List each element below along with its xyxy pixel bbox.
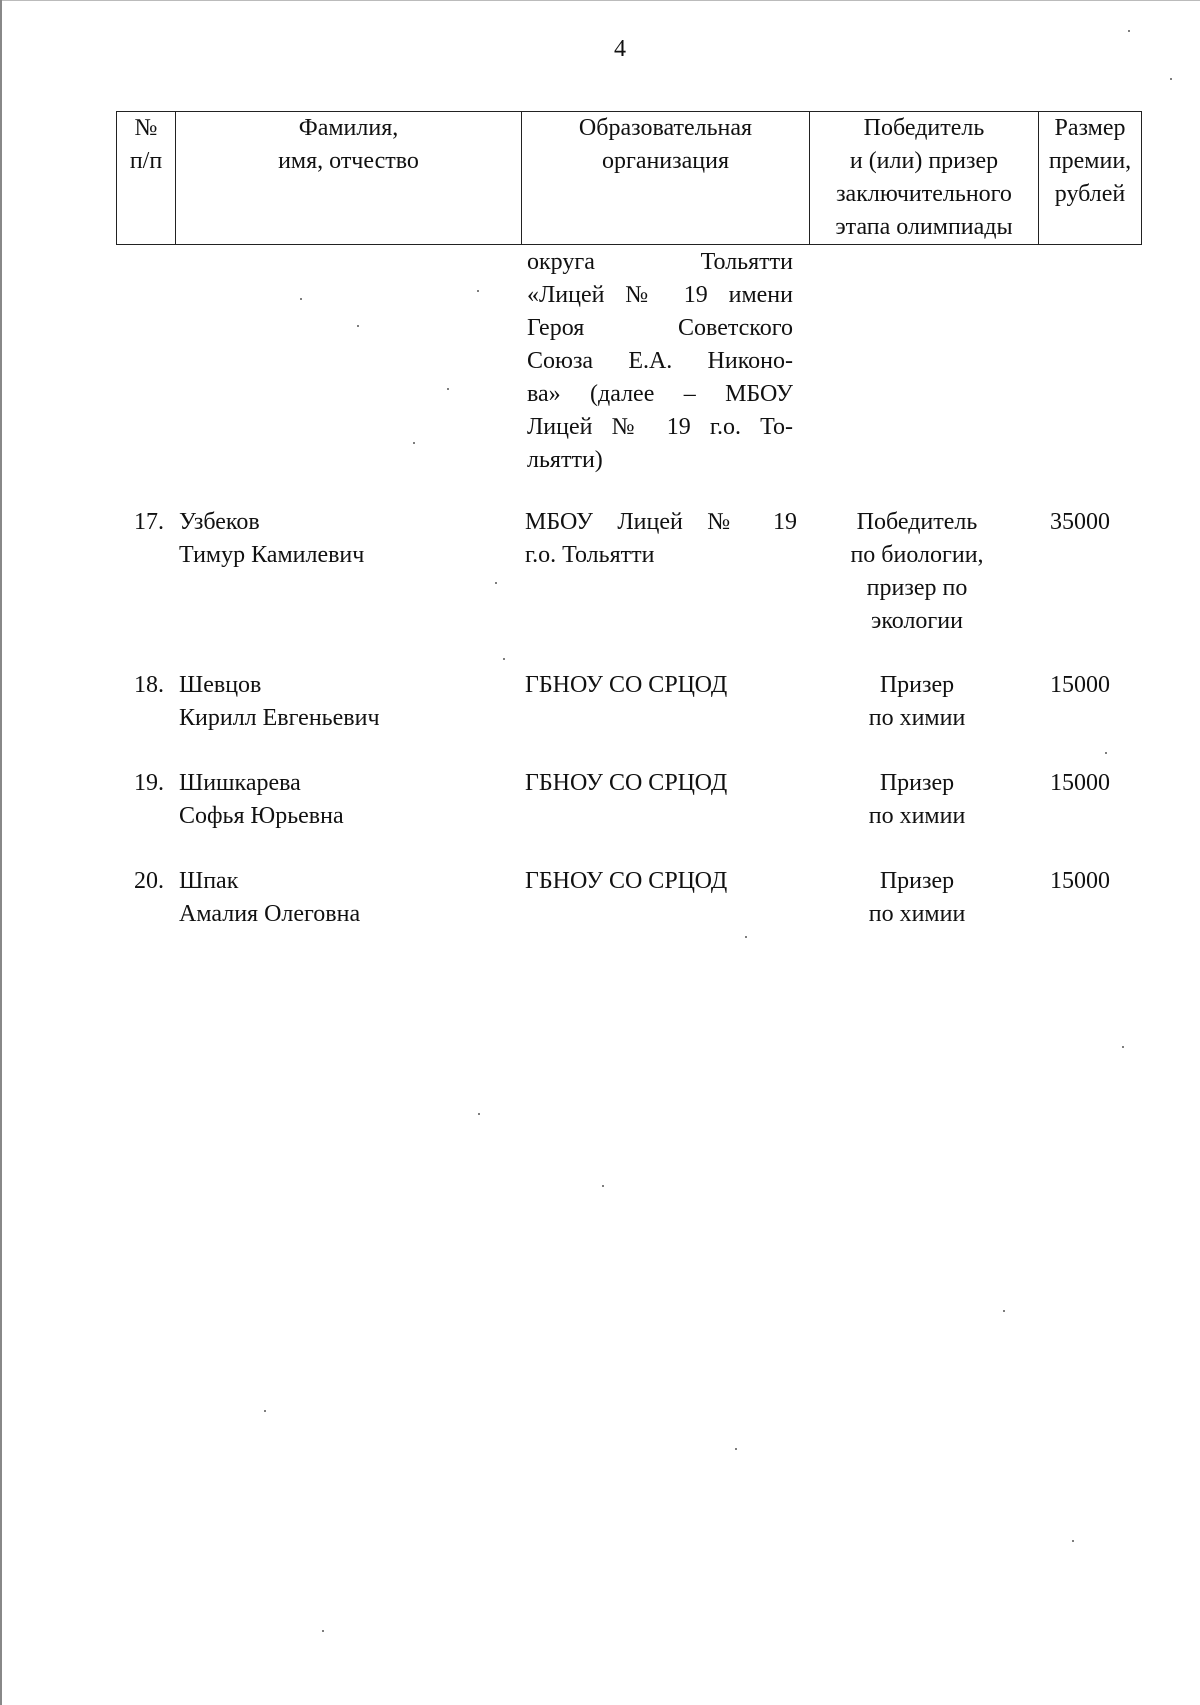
- scan-speck: [602, 1185, 604, 1187]
- surname: Шишкарева: [179, 770, 301, 796]
- header-status-line: заключительного: [836, 181, 1012, 207]
- row-name: [179, 506, 519, 572]
- row-status: [808, 865, 1026, 931]
- status-line: Призер: [879, 868, 955, 894]
- header-prize-line: рублей: [1054, 181, 1126, 207]
- row-number: 17.: [134, 509, 164, 535]
- org-continuation-line: «Лицей № 19 имени: [527, 282, 793, 308]
- header-status: [810, 112, 1039, 245]
- status-line: по химии: [868, 705, 966, 731]
- scan-speck: [413, 442, 415, 444]
- surname: Шевцов: [179, 672, 262, 698]
- scan-speck: [503, 658, 505, 660]
- scan-speck: [300, 298, 302, 300]
- status-line: по химии: [868, 803, 966, 829]
- scan-speck: [447, 388, 449, 390]
- org-continuation-line: Союза Е.А. Никоно-: [527, 348, 793, 374]
- header-status-line: Победитель: [863, 115, 985, 141]
- header-status-line: и (или) призер: [849, 148, 999, 174]
- row-number: 19.: [134, 770, 164, 796]
- row-org: [525, 669, 797, 702]
- status-line: по биологии,: [850, 542, 984, 568]
- row-number: 18.: [134, 672, 164, 698]
- status-line: Призер: [879, 770, 955, 796]
- row-org: [525, 506, 797, 572]
- header-name-line: Фамилия,: [298, 115, 399, 141]
- org-line: г.о. Тольятти: [525, 542, 655, 568]
- given-names: Кирилл Евгеньевич: [179, 705, 380, 731]
- header-num-line: №: [134, 115, 158, 141]
- scan-speck: [357, 325, 359, 327]
- row-prize: 15000: [1050, 770, 1110, 796]
- row-name: [179, 865, 519, 931]
- scan-edge-top: [0, 0, 1200, 1]
- row-name: [179, 767, 519, 833]
- org-line: МБОУ Лицей № 19: [525, 509, 797, 535]
- header-prize: [1039, 112, 1142, 245]
- scan-speck: [1072, 1540, 1074, 1542]
- given-names: Амалия Олеговна: [179, 901, 361, 927]
- table-header: [116, 111, 1142, 245]
- header-org-line: Образовательная: [578, 115, 753, 141]
- row-prize: 35000: [1050, 509, 1110, 535]
- given-names: Тимур Камилевич: [179, 542, 365, 568]
- row-org: [525, 865, 797, 898]
- scan-speck: [495, 582, 497, 584]
- surname: Узбеков: [179, 509, 260, 535]
- scan-speck: [264, 1410, 266, 1412]
- org-line: ГБНОУ СО СРЦОД: [525, 672, 728, 698]
- scan-speck: [735, 1448, 737, 1450]
- header-num: [117, 112, 176, 245]
- scan-speck: [477, 290, 479, 292]
- header-prize-line: премии,: [1048, 148, 1132, 174]
- header-num-line: п/п: [129, 148, 163, 174]
- row-name: [179, 669, 519, 735]
- status-line: призер по: [866, 575, 968, 601]
- status-line: Победитель: [856, 509, 978, 535]
- status-line: Призер: [879, 672, 955, 698]
- org-continuation-line: ва» (далее – МБОУ: [527, 381, 793, 407]
- status-line: по химии: [868, 901, 966, 927]
- header-org: [522, 112, 810, 245]
- org-line: ГБНОУ СО СРЦОД: [525, 868, 728, 894]
- org-continuation-line: Героя Советского: [527, 315, 793, 341]
- row-status: [808, 506, 1026, 638]
- row-org: [525, 767, 797, 800]
- page-number: 4: [614, 36, 626, 62]
- row-number: 20.: [134, 868, 164, 894]
- org-continuation-line: Лицей № 19 г.о. То-: [527, 414, 793, 440]
- scan-edge-left: [0, 0, 2, 1705]
- header-status-line: этапа олимпиады: [835, 214, 1013, 240]
- row-prize: 15000: [1050, 672, 1110, 698]
- given-names: Софья Юрьевна: [179, 803, 344, 829]
- scan-speck: [1003, 1310, 1005, 1312]
- org-continuation-line: льятти): [527, 447, 603, 473]
- scan-speck: [478, 1113, 480, 1115]
- scan-speck: [1170, 78, 1172, 80]
- scan-speck: [1128, 30, 1130, 32]
- org-continuation-line: округа Тольятти: [527, 249, 793, 275]
- header-org-line: организация: [601, 148, 730, 174]
- status-line: экологии: [871, 608, 963, 634]
- header-prize-line: Размер: [1054, 115, 1126, 141]
- row-status: [808, 669, 1026, 735]
- surname: Шпак: [179, 868, 239, 894]
- org-line: ГБНОУ СО СРЦОД: [525, 770, 728, 796]
- header-name: [176, 112, 522, 245]
- scan-speck: [745, 936, 747, 938]
- row-prize: 15000: [1050, 868, 1110, 894]
- row-status: [808, 767, 1026, 833]
- org-continuation: [527, 246, 793, 477]
- scan-speck: [322, 1630, 324, 1632]
- scan-speck: [1105, 752, 1107, 754]
- scan-speck: [1122, 1046, 1124, 1048]
- header-name-line: имя, отчество: [278, 148, 419, 174]
